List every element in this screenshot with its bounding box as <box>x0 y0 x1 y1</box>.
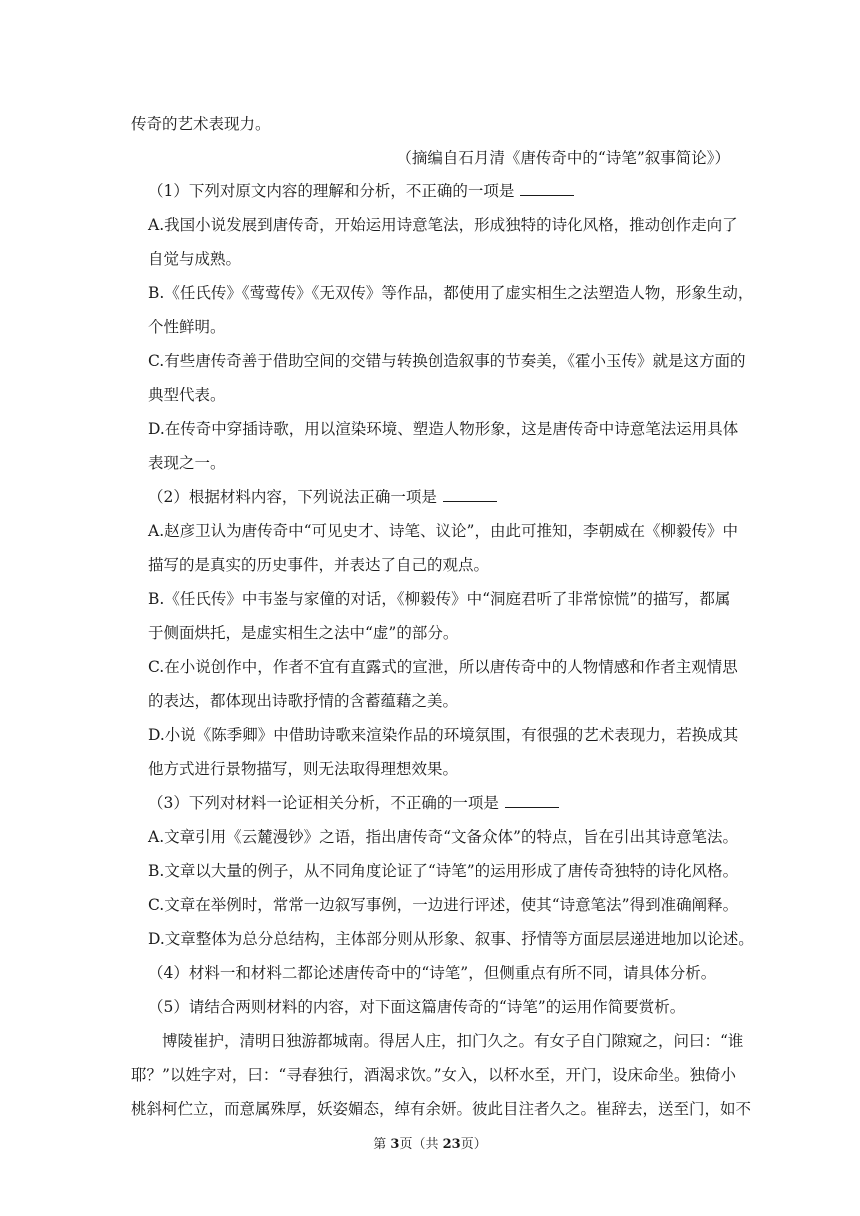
footer-suffix: 页） <box>460 1137 487 1152</box>
option-text: A.文章引用《云麓漫钞》之语，指出唐传奇“文备众体”的特点，旨在引出其诗意笔法。 <box>148 828 738 846</box>
option-text: C.有些唐传奇善于借助空间的交错与转换创造叙事的节奏美，《霍小玉传》就是这方面的 <box>148 352 746 370</box>
question-text: （3）下列对材料一论证相关分析，不正确的一项是 <box>148 794 499 812</box>
option-text: 的表达，都体现出诗歌抒情的含蓄蕴藉之美。 <box>148 692 459 710</box>
option-text: 于侧面烘托，是虚实相生之法中“虚”的部分。 <box>148 624 459 642</box>
option-text: 描写的是真实的历史事件，并表达了自己的观点。 <box>148 556 490 574</box>
page-footer <box>0 1136 860 1154</box>
question-1-stem <box>148 181 574 201</box>
passage-text: 桃斜柯伫立，而意属殊厚，妖姿媚态，绰有余妍。彼此目注者久之。崔辞去，送至门，如不 <box>131 1100 752 1118</box>
option-text: B.《任氏传》中韦崟与家僮的对话，《柳毅传》中“洞庭君听了非常惊慌”的描写，都属 <box>148 590 731 608</box>
answer-blank <box>505 793 559 808</box>
answer-blank <box>443 487 497 502</box>
passage-text: 耶？”以姓字对，曰：“寻春独行，酒渴求饮。”女入，以杯水至，开门，设床命坐。独倚小 <box>131 1066 737 1084</box>
option-text: 他方式进行景物描写，则无法取得理想效果。 <box>148 760 459 778</box>
question-text: （2）根据材料内容，下列说法正确一项是 <box>148 488 437 506</box>
passage-text: 博陵崔护，清明日独游都城南。得居人庄，扣门久之。有女子自门隙窥之，问曰：“谁 <box>162 1032 744 1050</box>
answer-blank <box>520 181 574 196</box>
question-3-stem <box>148 793 559 813</box>
option-text: B.文章以大量的例子，从不同角度论证了“诗笔”的运用形成了唐传奇独特的诗化风格。 <box>148 862 739 880</box>
option-text: D.在传奇中穿插诗歌，用以渲染环境、塑造人物形象，这是唐传奇中诗意笔法运用具体 <box>148 420 739 438</box>
question-4-stem: （4）材料一和材料二都论述唐传奇中的“诗笔”，但侧重点有所不同，请具体分析。 <box>148 964 717 982</box>
page-number: 3 <box>390 1137 400 1152</box>
footer-prefix: 第 <box>373 1137 391 1152</box>
option-text: A.我国小说发展到唐传奇，开始运用诗意笔法，形成独特的诗化风格，推动创作走向了 <box>148 216 738 234</box>
option-text: 典型代表。 <box>148 386 226 404</box>
option-text: B.《任氏传》《莺莺传》《无双传》等作品，都使用了虚实相生之法塑造人物，形象生动， <box>148 284 754 302</box>
option-text: D.小说《陈季卿》中借助诗歌来渲染作品的环境氛围，有很强的艺术表现力，若换成其 <box>148 726 739 744</box>
question-text: （1）下列对原文内容的理解和分析，不正确的一项是 <box>148 182 515 200</box>
option-text: 个性鲜明。 <box>148 318 226 336</box>
footer-middle: 页（共 <box>399 1137 443 1152</box>
option-text: A.赵彦卫认为唐传奇中“可见史才、诗笔、议论”，由此可推知，李朝威在《柳毅传》中 <box>148 522 738 540</box>
text-line: 传奇的艺术表现力。 <box>131 115 271 133</box>
question-2-stem <box>148 487 497 507</box>
question-5-stem: （5）请结合两则材料的内容，对下面这篇唐传奇的“诗笔”的运用作简要赏析。 <box>148 998 686 1016</box>
option-text: 表现之一。 <box>148 454 226 472</box>
option-text: C.在小说创作中，作者不宜有直露式的宣泄，所以唐传奇中的人物情感和作者主观情思 <box>148 658 738 676</box>
option-text: C.文章在举例时，常常一边叙写事例，一边进行评述，使其“诗意笔法”得到准确阐释。 <box>148 896 739 914</box>
source-citation: （摘编自石月清《唐传奇中的“诗笔”叙事简论》） <box>396 149 730 167</box>
total-pages: 23 <box>442 1137 461 1152</box>
option-text: 自觉与成熟。 <box>148 250 242 268</box>
option-text: D.文章整体为总分总结构，主体部分则从形象、叙事、抒情等方面层层递进地加以论述。 <box>148 930 754 948</box>
